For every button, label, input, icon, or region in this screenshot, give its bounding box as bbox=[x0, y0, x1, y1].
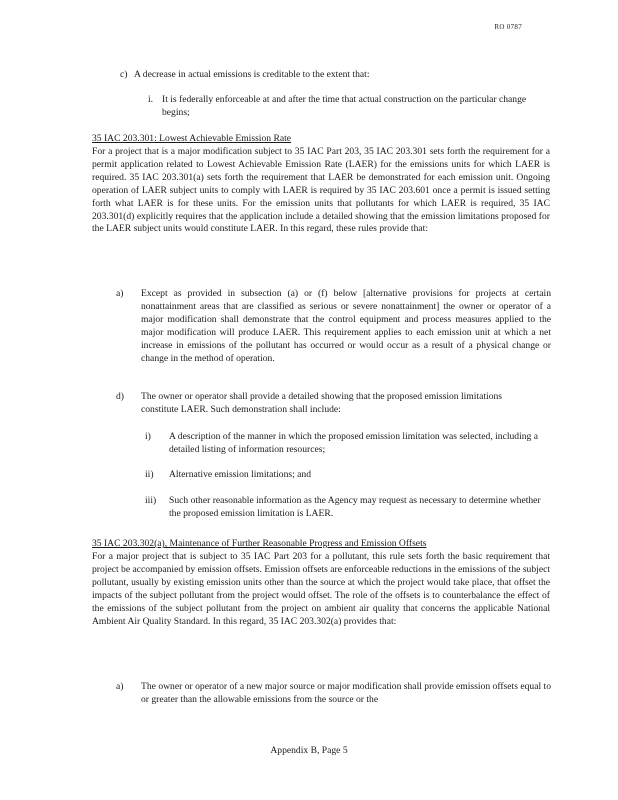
item-d-i-text: A description of the manner in which the proposed emission limitation was selected, including a detailed listing of information resources; bbox=[169, 431, 539, 455]
item-c-i-text: It is federally enforceable at and after the time that actual construction on the particular change begins; bbox=[162, 94, 527, 118]
item-c-marker: c) bbox=[120, 69, 128, 80]
item-c-i-marker: i. bbox=[148, 94, 154, 105]
item-c-text: A decrease in actual emissions is creditable to the extent that: bbox=[134, 69, 370, 80]
item-a-marker: a) bbox=[116, 288, 124, 299]
section-body-offsets: For a major project that is subject to 35 IAC Part 203 for a pollutant, this rule sets forth the basic requirement that project be accompanied by emission offsets. Emission offsets are enforceable reductions in the emissions of the subject pollutant, usually by existing emission units other than the source at which the project would take place, that offset the impacts of the subject pollutant from the project would offset. The role of the offsets is to counterbalance the effect of the emissions of the subject pollutant from the project on ambient air quality that concerns the applicable National Ambient Air Quality Standard. In this regard, 35 IAC 203.302(a) provides that: bbox=[92, 551, 550, 627]
section-body-laer: For a project that is a major modification subject to 35 IAC Part 203, 35 IAC 203.301 sets forth the requirement for a permit application related to Lowest Achievable Emission Rate (LAER) for the emissions units for which LAER is required. 35 IAC 203.301(a) sets forth the requirement that LAER be demonstrated for each emission unit. Ongoing operation of LAER subject units to comply with LAER is required by 35 IAC 203.601 once a permit is issued setting forth what LAER is for these units. For the emission units that pollutants for which LAER is required, 35 IAC 203.301(d) explicitly requires that the application include a detailed showing that the emission limitations proposed for the LAER subject units would constitute LAER. In this regard, these rules provide that: bbox=[92, 146, 550, 235]
item-a2-text: The owner or operator of a new major source or major modification shall provide emission offsets equal to or greater than the allowable emissions from the source or the bbox=[141, 681, 551, 705]
item-a-text: Except as provided in subsection (a) or (f) below [alternative provisions for projects at certain nonattainment areas that are classified as serious or severe nonattainment] the owner or operator of a major modification shall demonstrate that the control equipment and process measures applied to the major modification will produce LAER. This requirement applies to each emission unit at which a net increase in emissions of the pollutant has occurred or would occur as a result of a physical change or change in the method of operation. bbox=[141, 288, 551, 364]
page-footer: Appendix B, Page 5 bbox=[270, 745, 348, 756]
item-d-marker: d) bbox=[116, 391, 124, 402]
section-heading-offsets: 35 IAC 203.302(a), Maintenance of Further Reasonable Progress and Emission Offsets bbox=[92, 538, 427, 549]
item-d-iii-text: Such other reasonable information as the Agency may request as necessary to determine whether the proposed emission limitation is LAER. bbox=[169, 495, 541, 519]
item-d-iii-marker: iii) bbox=[145, 495, 157, 506]
item-d-i-marker: i) bbox=[145, 431, 151, 442]
item-d-ii-text: Alternative emission limitations; and bbox=[169, 469, 312, 480]
item-d-ii-marker: ii) bbox=[145, 469, 154, 480]
item-d-text: The owner or operator shall provide a detailed showing that the proposed emission limitations constitute LAER. Such demonstration shall include: bbox=[141, 391, 503, 415]
section-heading-laer: 35 IAC 203.301: Lowest Achievable Emission Rate bbox=[92, 133, 292, 144]
item-a2-marker: a) bbox=[116, 681, 124, 692]
document-id: RO 0787 bbox=[494, 23, 522, 31]
